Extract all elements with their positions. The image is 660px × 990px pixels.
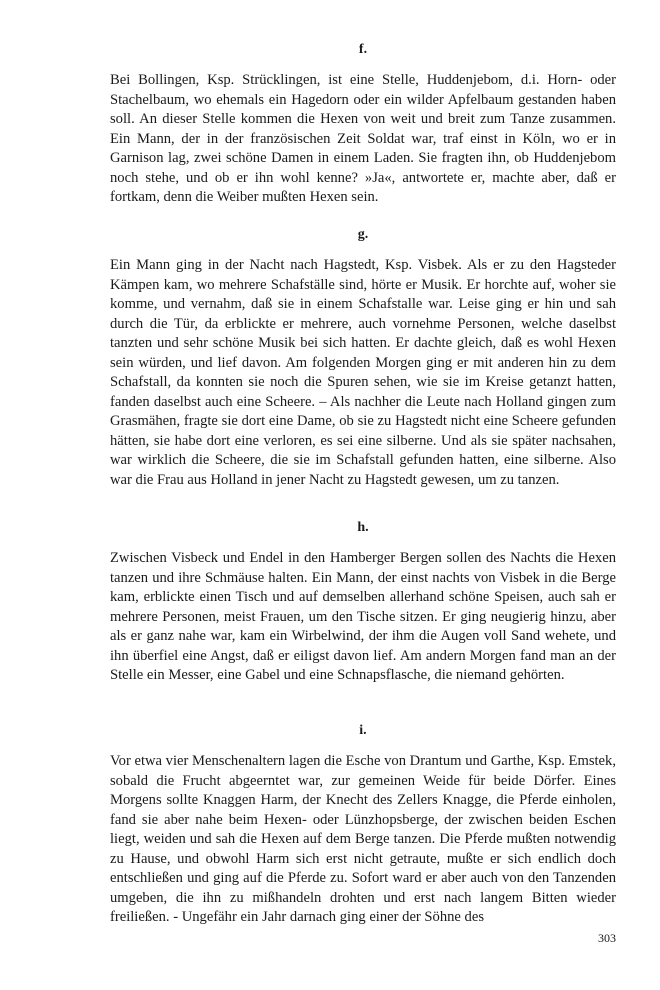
section-text: Zwischen Visbeck und Endel in den Hamberger Bergen sollen des Nachts die Hexen tanzen und ihre Schmäuse halten. Ein Mann, der einst nachts von Visbek in die Berge kam, erblickte einen Tisch und auf demselben allerhand schöne Speisen, auch sah er mehrere Personen, meist Frauen, um den Tische sitzen. Er ging neugierig hinzu, aber als er ganz nahe war, kam ein Wirbelwind, der ihm die Augen voll Sand wehete, und ihn überfiel eine Angst, daß er eiligst davon lief. Am andern Morgen fand man an der Stelle ein Messer, eine Gabel und eine Schnapsflasche, die niemand gehörten. — [110, 550, 616, 683]
section-text: Vor etwa vier Menschenaltern lagen die Esche von Drantum und Garthe, Ksp. Emstek, sobald die Frucht abgeerntet war, zur gemeinen Weide für beide Dörfer. Eines Morgens sollte Knaggen Harm, der Knecht des Zellers Knagge, die Pferde einholen, fand sie aber nahe beim Hexen- oder Lünzhopsberge, der zwischen beiden Eschen liegt, weiden und sah die Hexen auf dem Berge tanzen. Die Pferde mußten notwendig zu Hause, und obwohl Harm sich erst nicht getraute, mußte er sich endlich doch entschließen und ging auf die Pferde zu. Sofort ward er aber auch von den Tanzenden umgeben, die ihn zu mißhandeln drohten und erst nach langem Bitten wieder freiließen. - Ungefähr ein Jahr darnach ging einer der Söhne des — [110, 753, 616, 925]
section-heading: f. — [358, 42, 368, 57]
tale-section-i — [110, 722, 616, 928]
section-heading: g. — [357, 227, 369, 242]
tale-section-f — [110, 41, 616, 208]
section-text: Bei Bollingen, Ksp. Strücklingen, ist eine Stelle, Huddenjebom, d.i. Horn- oder Stachelbaum, wo ehemals ein Hagedorn oder ein wilder Apfelbaum gestanden haben soll. An dieser Stelle kommen die Hexen von weit und breit zum Tanze zusammen. Ein Mann, der in der französischen Zeit Soldat war, traf einst in Köln, wo er in Garnison lag, zwei schöne Damen in einem Laden. Sie fragten ihn, ob Huddenjebom noch stehe, und ob er ihn wohl kenne? »Ja«, antwortete er, machte aber, daß er fortkam, denn die Weiber mußten Hexen sein. — [110, 72, 616, 205]
section-text: Ein Mann ging in der Nacht nach Hagstedt, Ksp. Visbek. Als er zu den Hagsteder Kämpen kam, wo mehrere Schafställe sind, hörte er Musik. Er horchte auf, woher sie komme, und vernahm, daß sie in einem Schafstalle war. Leise ging er hin und sah durch die Tür, da erblickte er mehrere, auch vornehme Personen, welche daselbst tanzten und sehr schöne Musik bei sich hatten. Er dachte gleich, daß es wohl Hexen sein würden, und lief davon. Am folgenden Morgen ging er mit anderen hin zu dem Schafstall, da konnten sie noch die Spuren sehen, wie sie im Kreise getanzt hatten, fanden daselbst auch eine Scheere. – Als nachher die Leute nach Holland gingen zum Grasmähen, fragte sie dort eine Dame, ob sie zu Hagstedt nicht eine Scheere gefunden hätten, sie habe dort eine verloren, es sei eine silberne. Und als sie später nachsahen, war wirklich die Scheere, die sie im Schafstall gefunden hatten, eine silberne. Also war die Frau aus Holland in jener Nacht zu Hagstedt gewesen, um zu tanzen. — [110, 257, 616, 488]
section-heading: i. — [359, 723, 367, 738]
page-number: 303 — [598, 931, 616, 945]
tale-section-h — [110, 519, 616, 686]
section-heading: h. — [357, 520, 369, 535]
tale-section-g — [110, 226, 616, 490]
